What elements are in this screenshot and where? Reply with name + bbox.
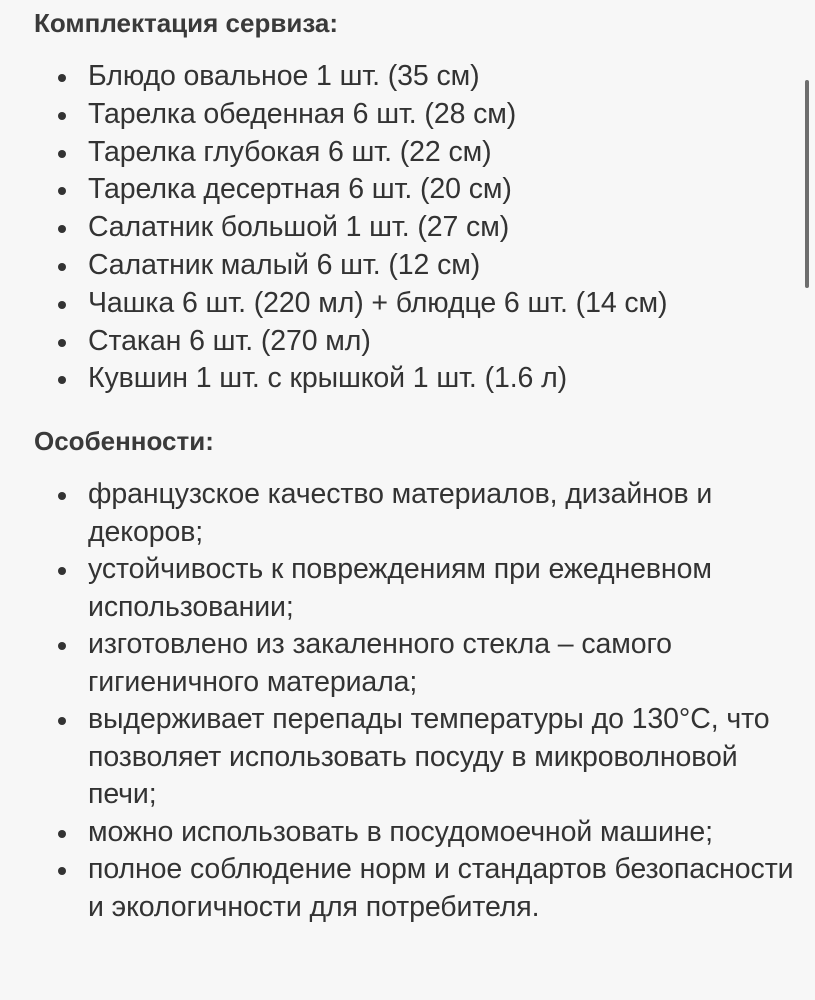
list-item-text: полное соблюдение норм и стандартов безопасности и экологичности для потребителя. [88,853,794,923]
list-item-text: Тарелка десертная 6 шт. (20 см) [88,173,512,206]
list-item [34,171,794,209]
list-item [34,814,794,852]
list-item [34,247,794,285]
list-item-text: выдерживает перепады температуры до 130°C, что позволяет использовать посуду в микроволновой печи; [88,703,770,811]
bullet-icon [58,567,66,575]
list-item [34,96,794,134]
list-item-text: французское качество материалов, дизайнов и декоров; [88,478,713,548]
content-area [34,4,794,926]
list-item-text: Блюдо овальное 1 шт. (35 см) [88,60,480,92]
list-item-text: Салатник большой 1 шт. (27 см) [88,211,510,244]
list-item [34,551,794,626]
features-heading: Особенности: [34,426,214,457]
bullet-icon [58,492,66,500]
list-item-text: Стакан 6 шт. (270 мл) [88,324,371,357]
bullet-icon [58,301,66,309]
bullet-icon [58,867,66,875]
list-item-text: устойчивость к повреждениям при ежедневном использовании; [88,553,712,623]
list-item [34,58,794,96]
bullet-icon [58,263,66,271]
set-composition-list [34,58,794,398]
list-item [34,285,794,323]
list-item [34,851,794,926]
list-item [34,476,794,551]
list-item-text: изготовлено из закаленного стекла – самого гигиеничного материала; [88,628,672,698]
set-composition-heading: Комплектация сервиза: [34,8,339,38]
list-item-text: Чашка 6 шт. (220 мл) + блюдце 6 шт. (14 см) [88,286,668,319]
list-item [34,360,794,398]
bullet-icon [58,74,66,82]
list-item-text: Тарелка обеденная 6 шт. (28 см) [88,97,517,130]
list-item [34,701,794,814]
list-item-text: Кувшин 1 шт. с крышкой 1 шт. (1.6 л) [88,362,568,395]
bullet-icon [58,376,66,384]
features-list [34,476,794,926]
bullet-icon [58,187,66,195]
bullet-icon [58,150,66,158]
bullet-icon [58,225,66,233]
bullet-icon [58,642,66,650]
list-item-text: можно использовать в посудомоечной машине; [88,815,713,848]
bullet-icon [58,339,66,347]
list-item [34,323,794,361]
list-item [34,134,794,172]
list-item-text: Тарелка глубокая 6 шт. (22 см) [88,135,492,168]
bullet-icon [58,830,66,838]
scrollbar-thumb[interactable] [805,80,809,288]
bullet-icon [58,717,66,725]
list-item [34,209,794,247]
list-item-text: Салатник малый 6 шт. (12 см) [88,248,481,281]
list-item [34,626,794,701]
bullet-icon [58,112,66,120]
